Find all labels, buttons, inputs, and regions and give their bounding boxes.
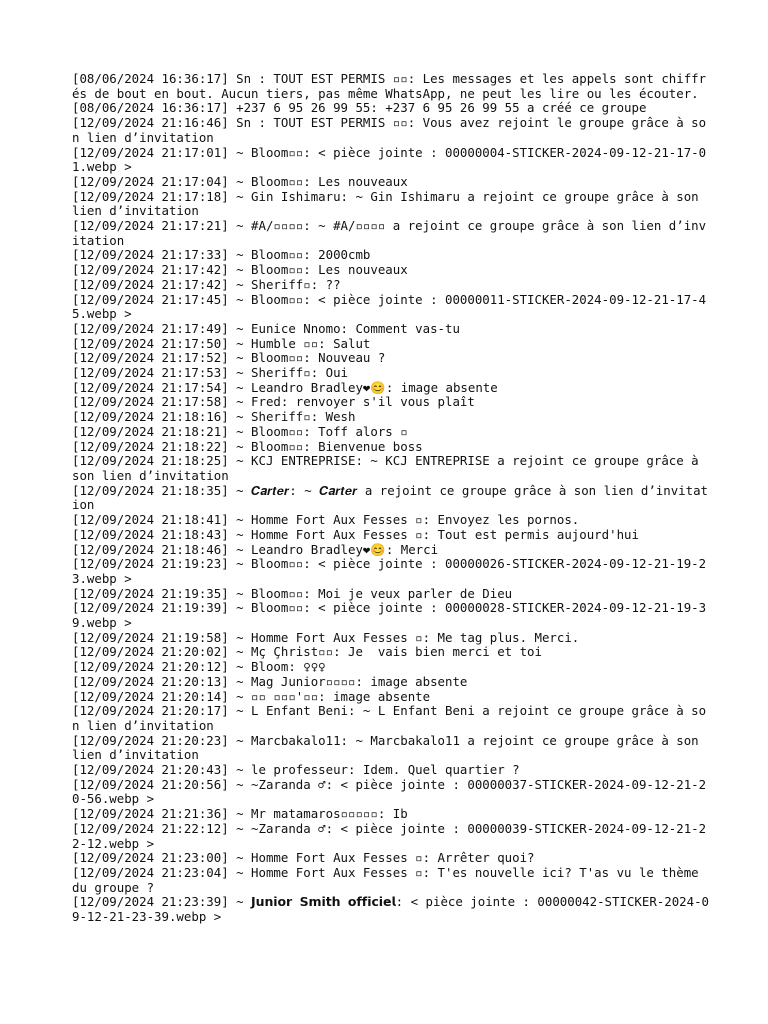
chat-line: [12/09/2024 21:19:58] ~ Homme Fort Aux Fesses ▫: Me tag plus. Merci. [72,629,580,645]
chat-line: [12/09/2024 21:19:35] ~ Bloom▫▫: Moi je veux parler de Dieu [72,585,513,601]
chat-line: [12/09/2024 21:17:18] ~ Gin Ishimaru: ~ Gin Ishimaru a rejoint ce groupe grâce à son lien d’invitation [72,188,707,219]
chat-line: [12/09/2024 21:19:23] ~ Bloom▫▫: < pièce jointe : 00000026-STICKER-2024-09-12-21-19-23.webp > [72,556,707,586]
chat-line: [12/09/2024 21:20:02] ~ Mç Çhrist▫▫: Je vais bien merci et toi [72,644,542,660]
chat-line: [12/09/2024 21:19:39] ~ Bloom▫▫: < pièce jointe : 00000028-STICKER-2024-09-12-21-19-39.webp > [72,600,707,631]
chat-line: [12/09/2024 21:18:46] ~ Leandro Bradley❤😊: Merci [72,541,439,557]
chat-line: [12/09/2024 21:17:49] ~ Eunice Nnomo: Comment vas-tu [72,320,460,336]
chat-line: [12/09/2024 21:23:04] ~ Homme Fort Aux Fesses ▫: T'es nouvelle ici? T'as vu le thème du groupe ? [72,864,707,895]
chat-line: [12/09/2024 21:17:54] ~ Leandro Bradley❤😊: image absente [72,379,498,395]
chat-line: [12/09/2024 21:20:17] ~ L Enfant Beni: ~ L Enfant Beni a rejoint ce groupe grâce à son lien d’invitation [72,703,707,733]
chat-line: [12/09/2024 21:20:14] ~ ▫▫ ▫▫▫'▫▫: image absente [72,688,431,704]
chat-line: [12/09/2024 21:23:00] ~ Homme Fort Aux Fesses ▫: Arrêter quoi? [72,850,535,866]
chat-line: [12/09/2024 21:18:35] ~ 𝑪𝒂𝒓𝒕𝒆𝒓: ~ 𝑪𝒂𝒓𝒕𝒆𝒓 a rejoint ce groupe grâce à son lien d’invitation [72,482,709,513]
chat-line: [08/06/2024 16:36:17] Sn : TOUT EST PERMIS ▫▫: Les messages et les appels sont chiffrés de bout en bout. Aucun tiers, pas même WhatsApp, ne peut les lire ou les écouter. [72,71,707,101]
chat-line: [12/09/2024 21:17:45] ~ Bloom▫▫: < pièce jointe : 00000011-STICKER-2024-09-12-21-17-45.webp > [72,291,707,322]
chat-line: [12/09/2024 21:20:43] ~ le professeur: Idem. Quel quartier ? [72,762,520,778]
chat-line: [12/09/2024 21:17:42] ~ Bloom▫▫: Les nouveaux [72,262,408,278]
chat-line: [12/09/2024 21:18:41] ~ Homme Fort Aux Fesses ▫: Envoyez les pornos. [72,512,580,528]
chat-line: [12/09/2024 21:18:25] ~ KCJ ENTREPRISE: ~ KCJ ENTREPRISE a rejoint ce groupe grâce à son lien d’invitation [72,453,707,483]
chat-line: [12/09/2024 21:18:43] ~ Homme Fort Aux Fesses ▫: Tout est permis aujourd'hui [72,526,639,542]
chat-line: [12/09/2024 21:18:21] ~ Bloom▫▫: Toff alors ▫ [72,423,408,439]
chat-line: [12/09/2024 21:17:04] ~ Bloom▫▫: Les nouveaux [72,173,408,189]
chat-line: [12/09/2024 21:17:42] ~ Sheriff▫: ?? [72,276,341,292]
chat-export-text [72,72,712,925]
chat-line: [12/09/2024 21:22:12] ~ ~Zaranda ♂: < pièce jointe : 00000039-STICKER-2024-09-12-21-22-12.webp > [72,820,707,851]
chat-line: [12/09/2024 21:18:16] ~ Sheriff▫: Wesh [72,409,356,425]
chat-line: [12/09/2024 21:17:53] ~ Sheriff▫: Oui [72,365,349,381]
chat-line: [08/06/2024 16:36:17] +237 6 95 26 99 55: +237 6 95 26 99 55 a créé ce groupe [72,100,647,116]
chat-line: [12/09/2024 21:20:56] ~ ~Zaranda ♂: < pièce jointe : 00000037-STICKER-2024-09-12-21-20-56.webp > [72,776,707,807]
chat-line: [12/09/2024 21:20:12] ~ Bloom: ♀♀♀ [72,659,326,675]
chat-line: [12/09/2024 21:17:50] ~ Humble ▫▫: Salut [72,335,371,351]
chat-line: [12/09/2024 21:16:46] Sn : TOUT EST PERMIS ▫▫: Vous avez rejoint le groupe grâce à son lien d’invitation [72,115,707,145]
chat-line: [12/09/2024 21:20:13] ~ Mag Junior▫▫▫▫: image absente [72,673,468,689]
chat-line: [12/09/2024 21:17:33] ~ Bloom▫▫: 2000cmb [72,247,371,263]
chat-line: [12/09/2024 21:17:58] ~ Fred: renvoyer s'il vous plaît [72,394,475,410]
chat-line: [12/09/2024 21:17:01] ~ Bloom▫▫: < pièce jointe : 00000004-STICKER-2024-09-12-21-17-01.webp > [72,144,707,175]
chat-line: [12/09/2024 21:21:36] ~ Mr matamaros▫▫▫▫▫: Ib [72,806,408,822]
chat-line: [12/09/2024 21:17:21] ~ #A/▫▫▫▫: ~ #A/▫▫▫▫ a rejoint ce groupe grâce à son lien d’invitation [72,218,707,248]
chat-line: [12/09/2024 21:18:22] ~ Bloom▫▫: Bienvenue boss [72,438,423,454]
chat-line: [12/09/2024 21:20:23] ~ Marcbakalo11: ~ Marcbakalo11 a rejoint ce groupe grâce à son lien d’invitation [72,732,707,763]
chat-line: [12/09/2024 21:23:39] ~ 𝗝𝘂𝗻𝗶𝗼𝗿 𝗦𝗺𝗶𝘁𝗵 𝗼𝗳𝗳𝗶𝗰𝗶𝗲𝗹: < pièce jointe : 00000042-STICKER-2024-09-12-21-23-39.webp > [72,894,709,925]
chat-line: [12/09/2024 21:17:52] ~ Bloom▫▫: Nouveau ? [72,350,386,366]
